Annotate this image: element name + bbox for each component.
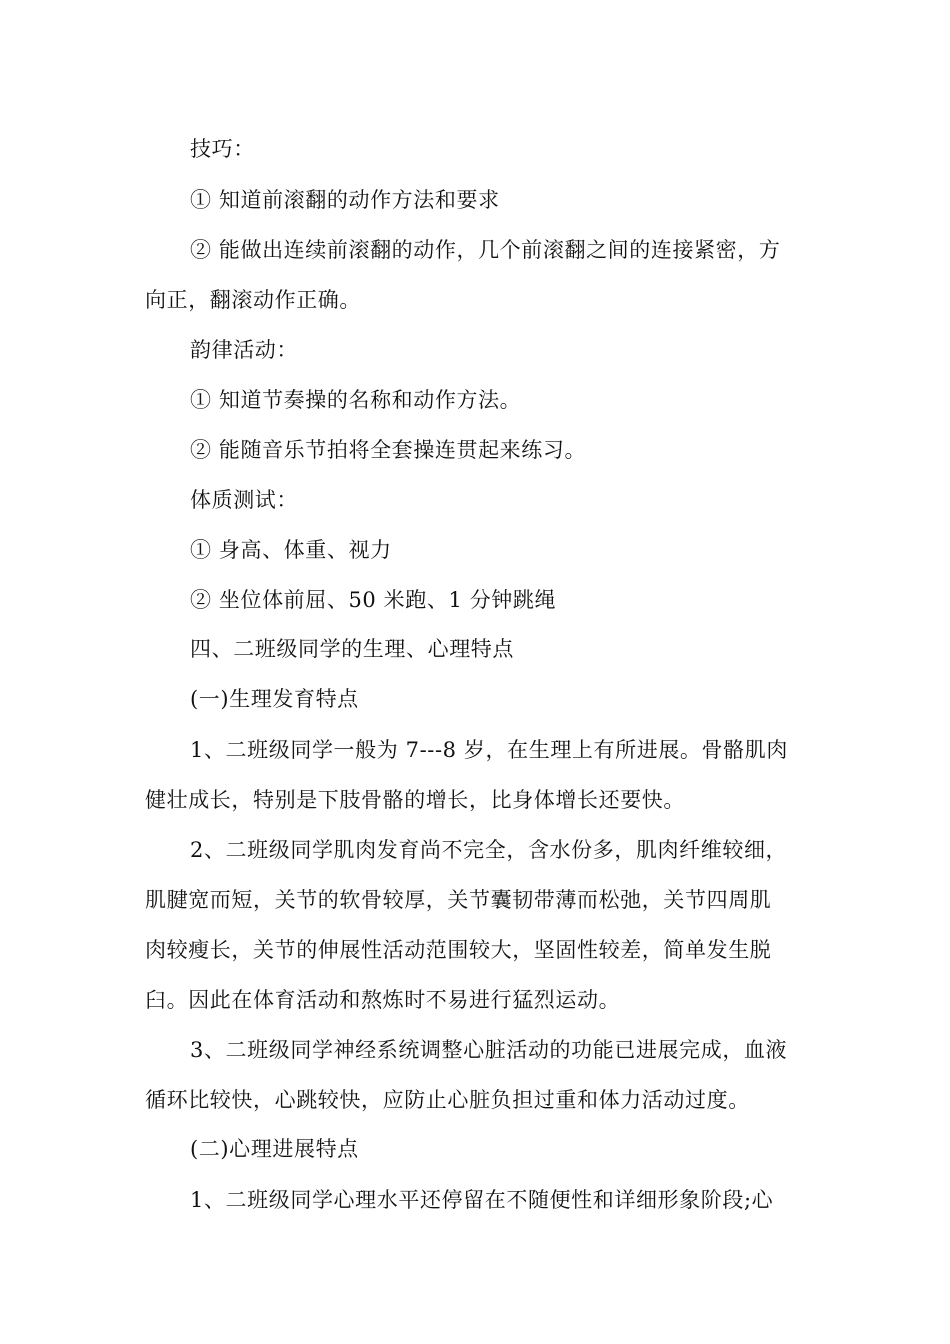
- paragraph-continuation: 肉较瘦长，关节的伸展性活动范围较大，坚固性较差，简单发生脱: [145, 938, 772, 962]
- paragraph-continuation: 肌腱宽而短，关节的软骨较厚，关节囊韧带薄而松弛，关节四周肌: [145, 888, 772, 912]
- paragraph-continuation: 健壮成长，特别是下肢骨骼的增长，比身体增长还要快。: [145, 788, 685, 812]
- list-item-paragraph: ① 知道前滚翻的动作方法和要求: [190, 188, 500, 212]
- list-item-paragraph: ② 坐位体前屈、50 米跑、1 分钟跳绳: [190, 588, 557, 612]
- list-item-paragraph: ② 能随音乐节拍将全套操连贯起来练习。: [190, 438, 587, 462]
- paragraph-continuation: 臼。因此在体育活动和熬炼时不易进行猛烈运动。: [145, 988, 621, 1012]
- paragraph-line: 2、二班级同学肌肉发育尚不完全，含水份多，肌肉纤维较细，: [190, 838, 788, 862]
- paragraph-line: 3、二班级同学神经系统调整心脏活动的功能已进展完成，血液: [190, 1038, 788, 1062]
- list-item-paragraph: ① 身高、体重、视力: [190, 538, 392, 562]
- list-item-paragraph: ② 能做出连续前滚翻的动作，几个前滚翻之间的连接紧密，方: [190, 238, 781, 262]
- subsection-heading-psychology: (二)心理进展特点: [190, 1137, 359, 1161]
- list-item-paragraph: ① 知道节奏操的名称和动作方法。: [190, 388, 522, 412]
- section-heading-four: 四、二班级同学的生理、心理特点: [190, 637, 514, 661]
- section-heading-fitness: 体质测试：: [190, 488, 298, 512]
- paragraph-line: 1、二班级同学心理水平还停留在不随便性和详细形象阶段;心: [190, 1188, 774, 1212]
- paragraph-line: 1、二班级同学一般为 7---8 岁，在生理上有所进展。骨骼肌肉: [190, 738, 788, 762]
- subsection-heading-physiology: (一)生理发育特点: [190, 687, 359, 711]
- section-heading-skills: 技巧：: [190, 137, 255, 161]
- paragraph-continuation: 向正，翻滚动作正确。: [145, 288, 361, 312]
- paragraph-continuation: 循环比较快，心跳较快，应防止心脏负担过重和体力活动过度。: [145, 1088, 750, 1112]
- section-heading-rhythm: 韵律活动：: [190, 338, 298, 362]
